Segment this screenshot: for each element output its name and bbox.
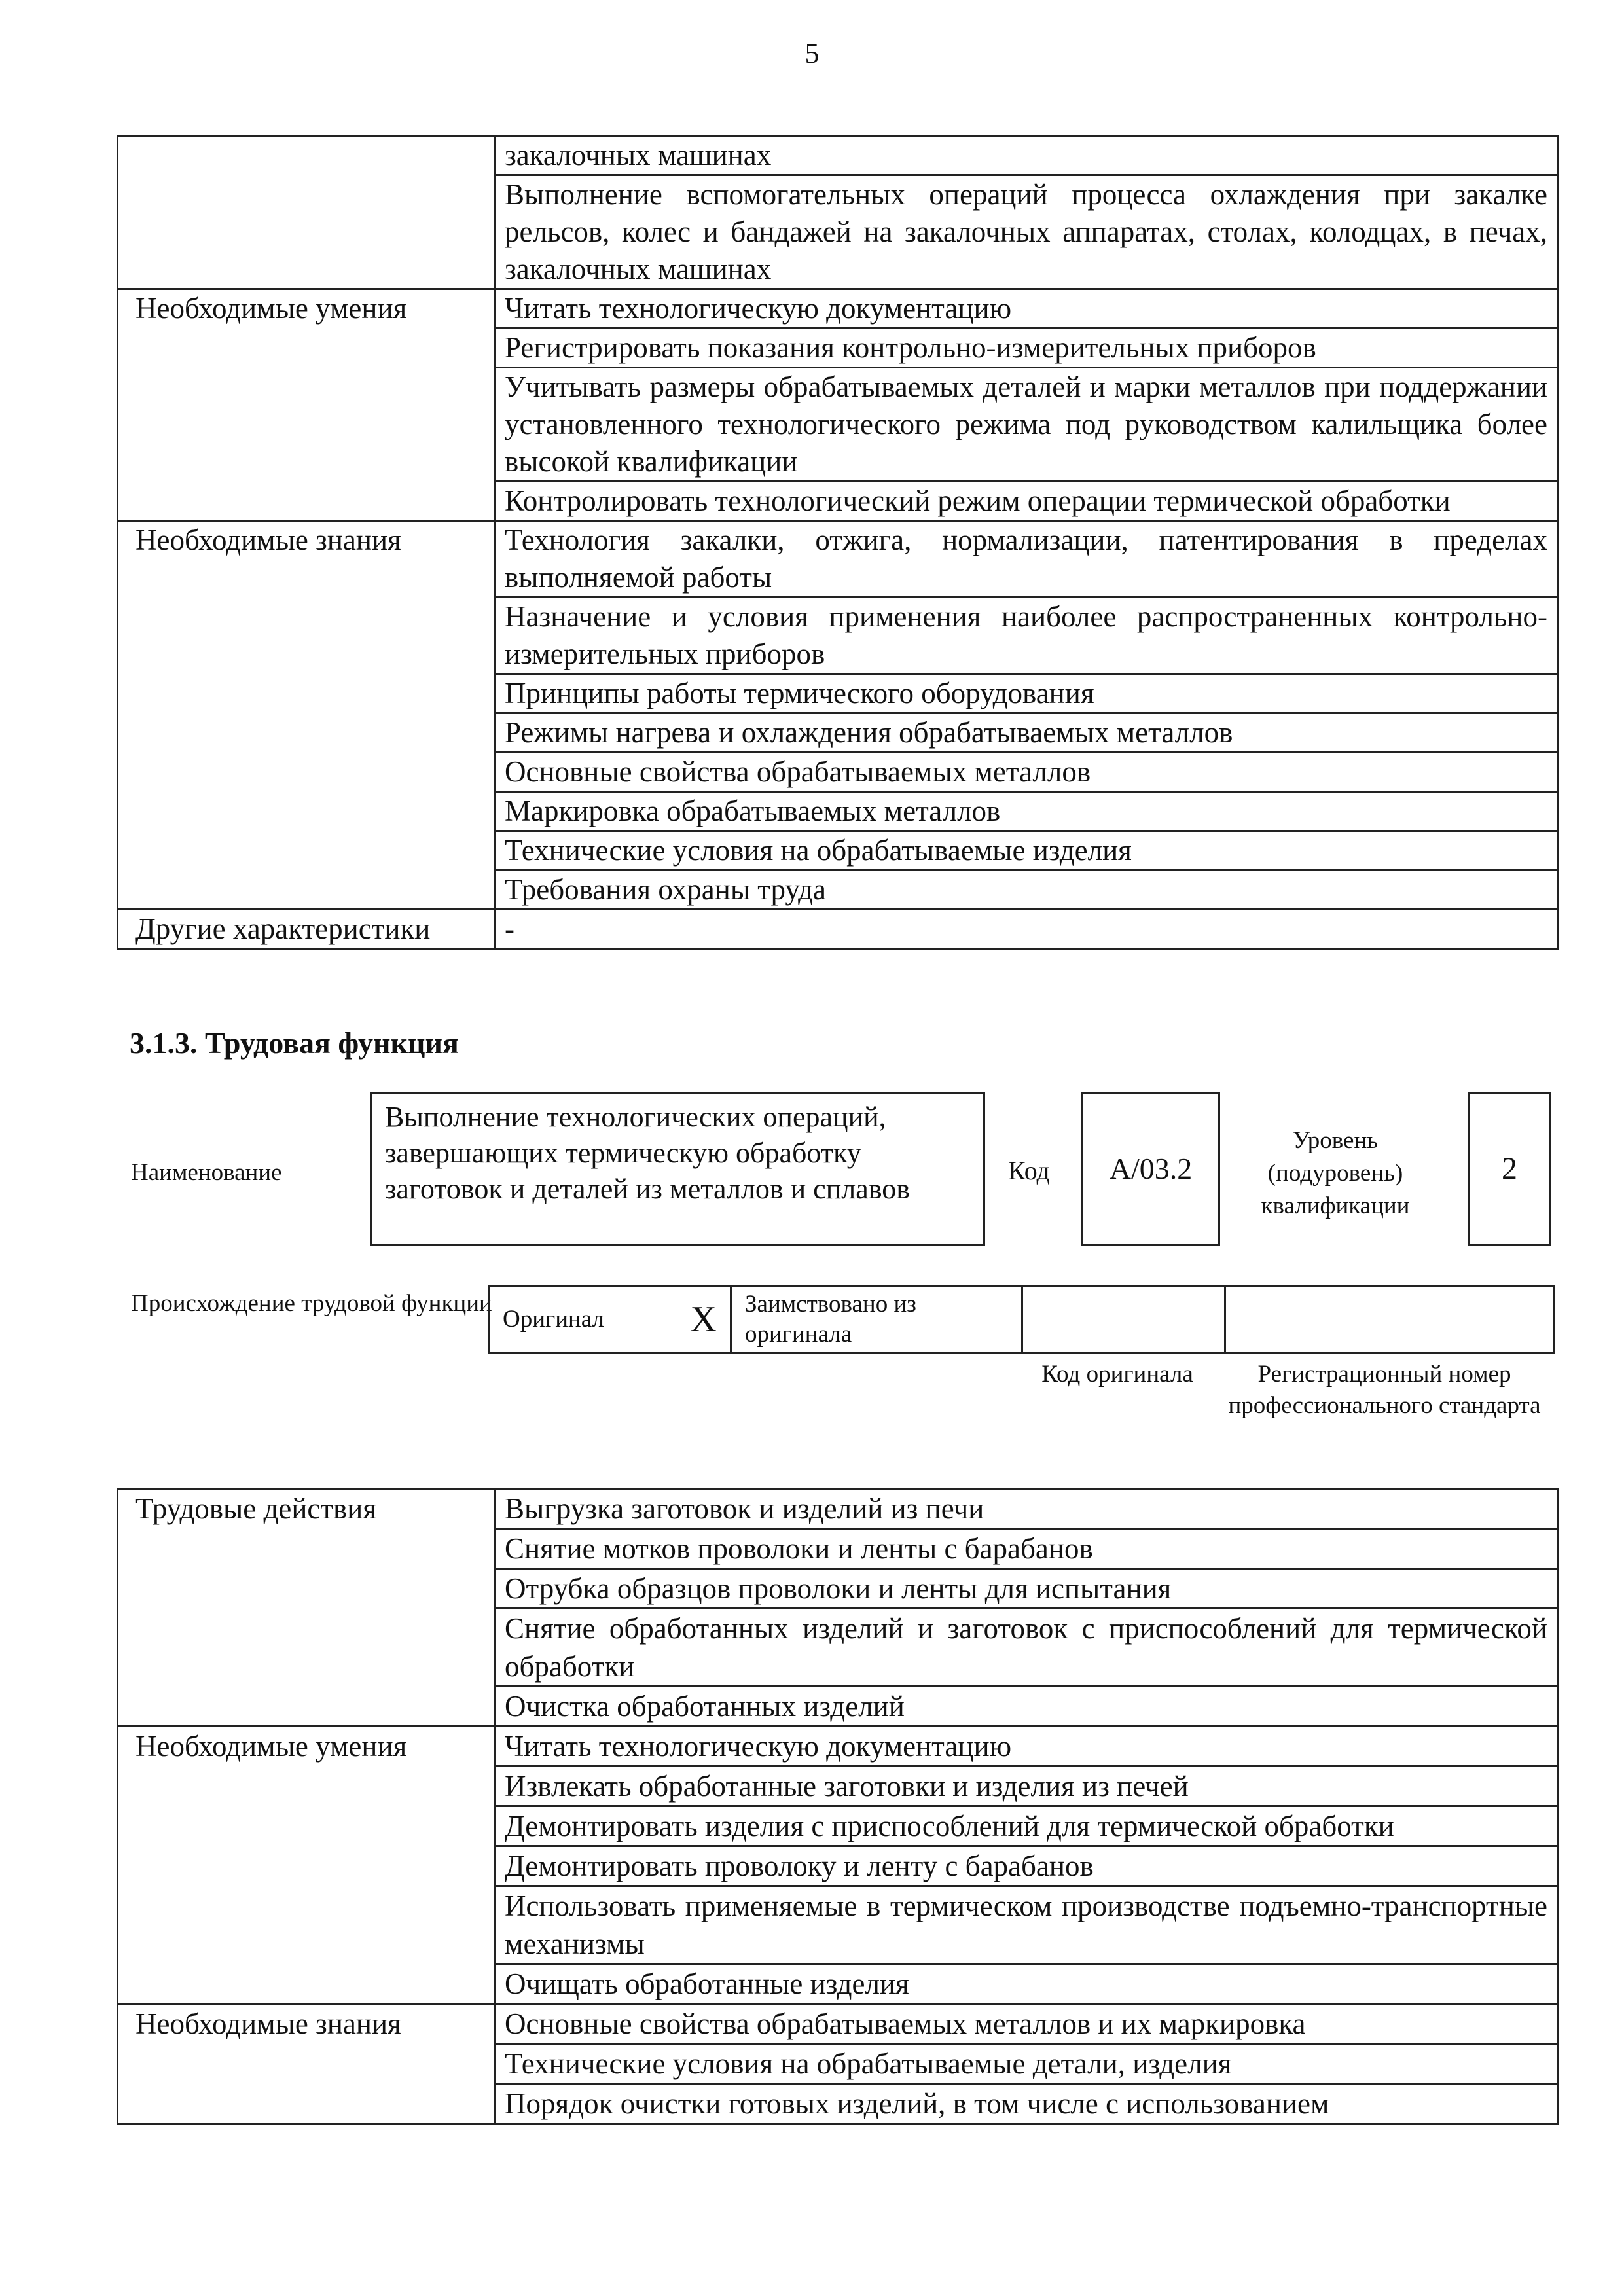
origin-reg-number-cell <box>1225 1286 1554 1354</box>
function-name-field: Выполнение технологических операций, завершающих термическую обработку заготовок и деталей из металлов и сплавов <box>370 1092 985 1246</box>
row-group-label: Необходимые умения <box>118 1727 495 2004</box>
qualification-level-label: Уровень (подуровень) квалификации <box>1261 1127 1410 1219</box>
table-cell: Технические условия на обрабатываемые изделия <box>495 831 1558 870</box>
table-row <box>118 1489 1558 1529</box>
section-heading: 3.1.3. Трудовая функция <box>130 1026 459 1060</box>
origin-original-cell <box>489 1286 731 1354</box>
table-cell: Порядок очистки готовых изделий, в том числе с использованием <box>495 2084 1558 2124</box>
code-label: Код <box>1008 1156 1050 1185</box>
table-cell: Технология закалки, отжига, нормализации, патентирования в пределах выполняемой работы <box>495 521 1558 598</box>
origin-code-cell <box>1022 1286 1225 1354</box>
table-cell: Выгрузка заготовок и изделий из печи <box>495 1489 1558 1529</box>
origin-x-mark: X <box>690 1299 717 1340</box>
table-cell: Регистрировать показания контрольно-измерительных приборов <box>495 329 1558 368</box>
table-cell: Назначение и условия применения наиболее распространенных контрольно-измерительных приборов <box>495 598 1558 674</box>
origin-original-label: Оригинал <box>503 1306 605 1333</box>
name-label: Наименование <box>131 1159 282 1186</box>
table-row <box>118 521 1558 598</box>
table-row <box>118 289 1558 329</box>
table-cell: Выполнение вспомогательных операций процесса охлаждения при закалке рельсов, колес и бандажей на закалочных аппаратах, столах, колодцах, в печах, закалочных машинах <box>495 175 1558 289</box>
table-cell: Требования охраны труда <box>495 870 1558 910</box>
table-row <box>118 910 1558 949</box>
row-group-label: Необходимые знания <box>118 521 495 910</box>
table-cell: Демонтировать изделия с приспособлений для термической обработки <box>495 1806 1558 1846</box>
page-number: 5 <box>804 37 820 69</box>
table-cell: Использовать применяемые в термическом производстве подъемно-транспортные механизмы <box>495 1886 1558 1964</box>
table-cell: Отрубка образцов проволоки и ленты для испытания <box>495 1569 1558 1609</box>
table-row <box>118 2004 1558 2044</box>
table-cell: Очищать обработанные изделия <box>495 1964 1558 2004</box>
table-cell: Очистка обработанных изделий <box>495 1687 1558 1727</box>
table-cell: Технические условия на обрабатываемые детали, изделия <box>495 2044 1558 2084</box>
table-cell: Основные свойства обрабатываемых металлов и их маркировка <box>495 2004 1558 2044</box>
table-cell: Демонтировать проволоку и ленту с барабанов <box>495 1846 1558 1886</box>
table-cell: - <box>495 910 1558 949</box>
table-cell: Контролировать технологический режим операции термической обработки <box>495 482 1558 521</box>
table-cell: Принципы работы термического оборудования <box>495 674 1558 713</box>
row-group-label: Необходимые умения <box>118 289 495 521</box>
row-group-label: Другие характеристики <box>118 910 495 949</box>
origin-borrowed-cell: Заимствовано из оригинала <box>731 1286 1022 1354</box>
table-cell: Извлекать обработанные заготовки и изделия из печей <box>495 1767 1558 1806</box>
table-cell: Маркировка обрабатываемых металлов <box>495 792 1558 831</box>
table-cell: Учитывать размеры обрабатываемых деталей и марки металлов при поддержании установленного технологического режима под руководством калильщика более высокой квалификации <box>495 368 1558 482</box>
table-cell: Снятие обработанных изделий и заготовок с приспособлений для термической обработки <box>495 1609 1558 1687</box>
function-code-field: A/03.2 <box>1081 1092 1220 1246</box>
table-cell: Режимы нагрева и охлаждения обрабатываемых металлов <box>495 713 1558 753</box>
row-group-label: Трудовые действия <box>118 1489 495 1727</box>
table-row <box>118 136 1558 175</box>
table-cell: Основные свойства обрабатываемых металлов <box>495 753 1558 792</box>
labor-function-table <box>117 1488 1559 2125</box>
qualification-level-field: 2 <box>1468 1092 1551 1246</box>
origin-table <box>488 1285 1555 1354</box>
table-cell: закалочных машинах <box>495 136 1558 175</box>
requirements-table-continued <box>117 135 1559 950</box>
origin-label: Происхождение трудовой функции <box>131 1290 492 1317</box>
table-row <box>118 1727 1558 1767</box>
table-cell: Читать технологическую документацию <box>495 1727 1558 1767</box>
table-cell: Читать технологическую документацию <box>495 289 1558 329</box>
caption-reg-number: Регистрационный номер профессионального стандарта <box>1228 1361 1541 1419</box>
table-cell: Снятие мотков проволоки и ленты с барабанов <box>495 1529 1558 1569</box>
caption-code-original: Код оригинала <box>1041 1361 1193 1388</box>
row-group-label <box>118 136 495 289</box>
row-group-label: Необходимые знания <box>118 2004 495 2124</box>
